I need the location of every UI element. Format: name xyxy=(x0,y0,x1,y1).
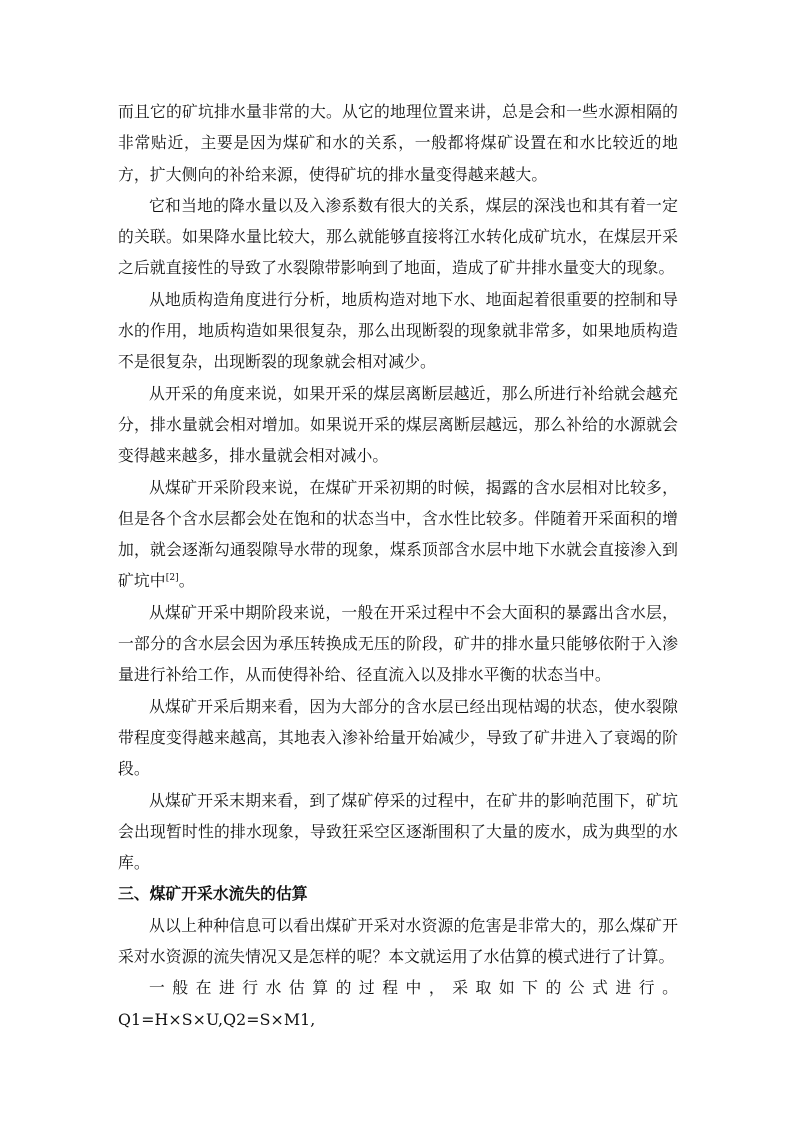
paragraph-late-stage: 从煤矿开采后期来看，因为大部分的含水层已经出现枯竭的状态，使水裂隙带程度变得越来越高，其地表入渗补给量开始减少，导致了矿井进入了衰竭的阶段。 xyxy=(118,696,678,779)
paragraph-precipitation: 它和当地的降水量以及入渗系数有很大的关系，煤层的深浅也和其有着一定的关联。如果降水量比较大，那么就能够直接将江水转化成矿坑水，在煤层开采之后就直接性的导致了水裂隙带影响到了地面，造成了矿井排水量变大的现象。 xyxy=(118,195,678,278)
paragraph-formula: 一般在进行水估算的过程中，采取如下的公式进行。Q1=H×S×U,Q2=S×M1, xyxy=(118,978,678,1029)
paragraph-early-stage-text: 从煤矿开采阶段来说，在煤矿开采初期的时候，揭露的含水层相对比较多，但是各个含水层都会处在饱和的状态当中，含水性比较多。伴随着开采面积的增加，就会逐渐勾通裂隙导水带的现象，煤系顶部含水层中地下水就会直接渗入到矿坑中 xyxy=(118,477,678,591)
paragraph-geological-structure: 从地质构造角度进行分析，地质构造对地下水、地面起着很重要的控制和导水的作用，地质构造如果很复杂，那么出现断裂的现象就非常多，如果地质构造不是很复杂，出现断裂的现象就会相对减少。 xyxy=(118,289,678,372)
paragraph-section-intro: 从以上种种信息可以看出煤矿开采对水资源的危害是非常大的，那么煤矿开采对水资源的流失情况又是怎样的呢？本文就运用了水估算的模式进行了计算。 xyxy=(118,915,678,967)
paragraph-middle-stage: 从煤矿开采中期阶段来说，一般在开采过程中不会大面积的暴露出含水层，一部分的含水层会因为承压转换成无压的阶段，矿井的排水量只能够依附于入渗量进行补给工作，从而使得补给、径直流入以及排水平衡的状态当中。 xyxy=(118,602,678,685)
paragraph-final-stage: 从煤矿开采末期来看，到了煤矿停采的过程中，在矿井的影响范围下，矿坑会出现暂时性的排水现象，导致狂采空区逐渐围积了大量的废水，成为典型的水库。 xyxy=(118,790,678,873)
paragraph-early-stage-tail: 。 xyxy=(178,571,195,591)
citation-reference: [2] xyxy=(165,573,179,584)
paragraph-mining-angle: 从开采的角度来说，如果开采的煤层离断层越近，那么所进行补给就会越充分，排水量就会相对增加。如果说开采的煤层离断层越远，那么补给的水源就会变得越来越多，排水量就会相对减小。 xyxy=(118,383,678,466)
paragraph-early-stage xyxy=(118,472,678,597)
section-heading: 三、煤矿开采水流失的估算 xyxy=(118,884,308,904)
document-body xyxy=(118,96,678,1035)
paragraph-drainage-volume: 而且它的矿坑排水量非常的大。从它的地理位置来讲，总是会和一些水源相隔的非常贴近，主要是因为煤矿和水的关系，一般都将煤矿设置在和水比较近的地方，扩大侧向的补给来源，使得矿坑的排水量变得越来越大。 xyxy=(118,102,678,184)
